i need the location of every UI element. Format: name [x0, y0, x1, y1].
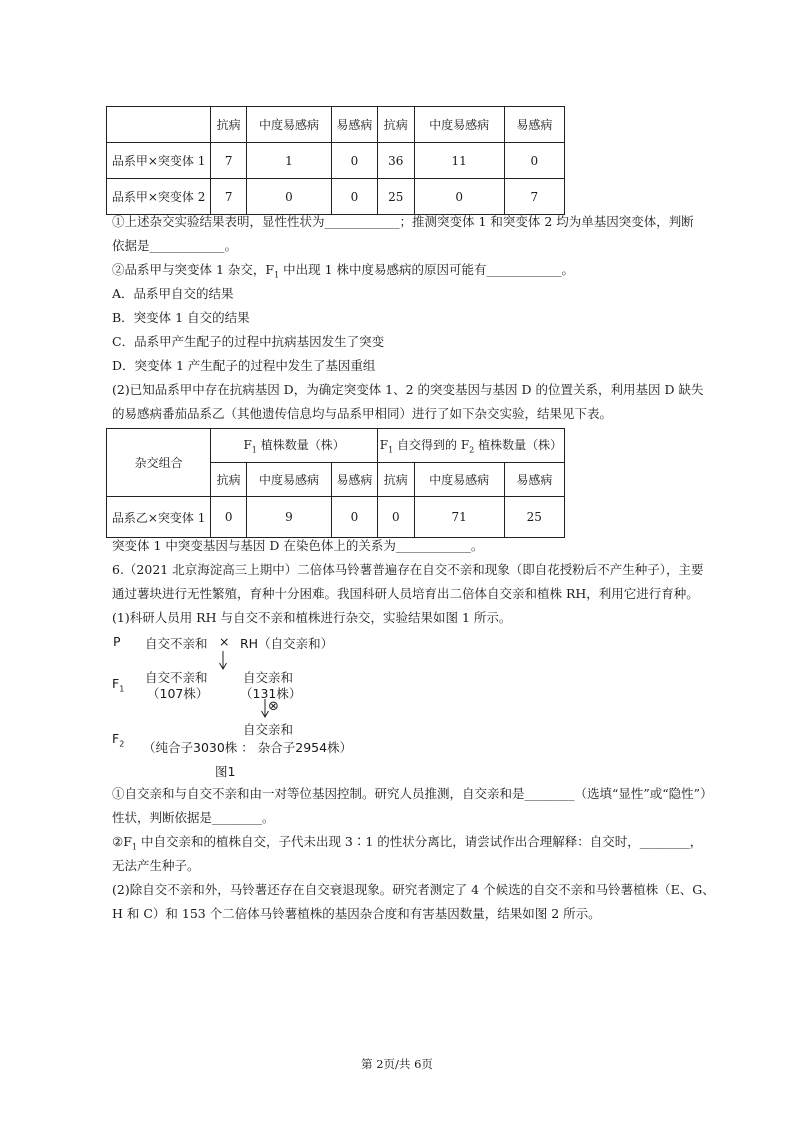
f1-compatible-count: （131株）: [240, 686, 302, 701]
table-cell: 0: [331, 497, 377, 538]
table-cell: 7: [211, 143, 247, 179]
table-cell: 0: [414, 179, 504, 215]
table-cell: 7: [504, 179, 564, 215]
f2-compatible-label: 自交亲和: [243, 722, 294, 737]
table-cell: 0: [331, 179, 377, 215]
question-6-line-3: (1)科研人员用 RH 与自交不亲和植株进行杂交，实验结果如图 1 所示。: [112, 610, 512, 625]
p-generation-label: P: [113, 634, 121, 649]
table-cell: 易感病: [504, 463, 564, 497]
subscript: 1: [119, 684, 125, 694]
table-cell: 杂交组合: [107, 429, 211, 497]
table-cell: 抗病: [377, 463, 414, 497]
table-cell: 1: [247, 143, 332, 179]
table-cell: 中度易感病: [414, 463, 504, 497]
question-1-line-1: ①上述杂交实验结果表明，显性性状为____________；推测突变体 1 和突变体 2 均为单基因突变体，判断: [112, 214, 694, 229]
table-cell: 7: [211, 179, 247, 215]
table-cell: 品系甲×突变体 1: [107, 143, 211, 179]
parent-2-label: RH（自交亲和）: [240, 636, 334, 651]
text-span: 中自交亲和的植株自交，子代未出现 3∶1 的性状分离比，请尝试作出合理解释：自交时，________，: [136, 834, 703, 849]
table-cell: 0: [211, 497, 247, 538]
text-span: 中出现 1 株中度易感病的原因可能有____________。: [279, 262, 575, 277]
f2-generation-label: [112, 731, 124, 749]
cross-symbol: ×: [219, 634, 230, 649]
subscript: 1: [251, 445, 257, 455]
text-span: 植株数量（株）: [474, 438, 563, 453]
parent-1-label: 自交不亲和: [145, 636, 208, 651]
text-span: 植株数量（株）: [256, 438, 345, 453]
table-cell: 11: [414, 143, 504, 179]
table-cell: 0: [377, 497, 414, 538]
f1-generation-label: [112, 676, 124, 694]
subscript: 2: [119, 739, 125, 749]
table-cell: 品系乙×突变体 1: [107, 497, 211, 538]
table-cell: 0: [247, 179, 332, 215]
sub-question-a-line-1: ①自交亲和与自交不亲和由一对等位基因控制。研究人员推测，自交亲和是________（选填“显性”或“隐性”）: [112, 786, 713, 801]
option-a: A．品系甲自交的结果: [112, 286, 234, 301]
table-cell: 36: [377, 143, 414, 179]
question-1-line-2: 依据是____________。: [112, 238, 238, 253]
table-cell: 0: [504, 143, 564, 179]
table-cell: 抗病: [211, 463, 247, 497]
table-cell: 中度易感病: [247, 463, 332, 497]
table-cell: 25: [504, 497, 564, 538]
table-cell: 中度易感病: [414, 107, 504, 143]
f1-incompatible-label: 自交不亲和: [145, 670, 208, 685]
text-span: F: [112, 676, 120, 691]
f2-counts: （纯合子3030株 ： 杂合子2954株）: [143, 740, 353, 755]
sub-question-b-line-1: [112, 834, 702, 856]
sub-question-a-line-2: 性状，判断依据是________。: [112, 810, 275, 825]
page-footer: 第 2页/共 6页: [361, 1057, 433, 1071]
text-span: ②F: [112, 834, 132, 849]
option-c: C．品系甲产生配子的过程中抗病基因发生了突变: [112, 334, 385, 349]
f1-compatible-label: 自交亲和: [243, 670, 294, 685]
table-cell: 易感病: [504, 107, 564, 143]
part-c-line-2: H 和 C）和 153 个二倍体马铃薯植株的基因杂合度和有害基因数量，结果如图 2 所示。: [112, 906, 601, 921]
question-6-line-2: 通过薯块进行无性繁殖，育种十分困难。我国科研人员培育出二倍体自交亲和植株 RH，利用它进行育种。: [112, 586, 699, 601]
text-span: 自交得到的 F: [393, 438, 470, 453]
subscript: 1: [388, 445, 394, 455]
option-d: D．突变体 1 产生配子的过程中发生了基因重组: [112, 358, 376, 373]
table-cell: 9: [247, 497, 332, 538]
subscript: 1: [274, 270, 280, 280]
table-cell: 抗病: [211, 107, 247, 143]
sub-question-b-line-2: 无法产生种子。: [112, 858, 200, 873]
part-c-line-1: (2)除自交不亲和外，马铃薯还存在自交衰退现象。研究者测定了 4 个候选的自交不亲和马铃薯植株（E、G、: [112, 882, 715, 897]
question-6-line-1: 6.（2021 北京海淀高三上期中）二倍体马铃薯普遍存在自交不亲和现象（即自花授粉后不产生种子），主要: [112, 562, 704, 577]
f1-incompatible-count: （107株）: [147, 686, 209, 701]
figure-1-caption: 图1: [215, 764, 236, 779]
text-span: F: [379, 438, 389, 453]
text-span: F: [243, 438, 252, 453]
table-cell: 抗病: [377, 107, 414, 143]
table-cell: 易感病: [331, 463, 377, 497]
table-cell: 25: [377, 179, 414, 215]
text-span: F: [112, 731, 120, 746]
option-b: B．突变体 1 自交的结果: [112, 310, 250, 325]
part-2-line-2: 的易感病番茄品系乙（其他遗传信息均与品系甲相同）进行了如下杂交实验，结果见下表。: [112, 406, 613, 421]
subscript: 1: [131, 842, 137, 852]
part-2-line-1: (2)已知品系甲中存在抗病基因 D，为确定突变体 1、2 的突变基因与基因 D 的位置关系，利用基因 D 缺失: [112, 382, 704, 397]
table-cell: 易感病: [331, 107, 377, 143]
table-cell: 中度易感病: [247, 107, 332, 143]
subscript: 2: [469, 445, 475, 455]
table-cell: 71: [414, 497, 504, 538]
relation-question: 突变体 1 中突变基因与基因 D 在染色体上的关系为____________。: [112, 538, 484, 553]
table-cell: 0: [331, 143, 377, 179]
selfing-symbol: ⊗: [268, 699, 279, 714]
text-span: ②品系甲与突变体 1 杂交，F: [112, 262, 275, 277]
table-cell: 品系甲×突变体 2: [107, 179, 211, 215]
